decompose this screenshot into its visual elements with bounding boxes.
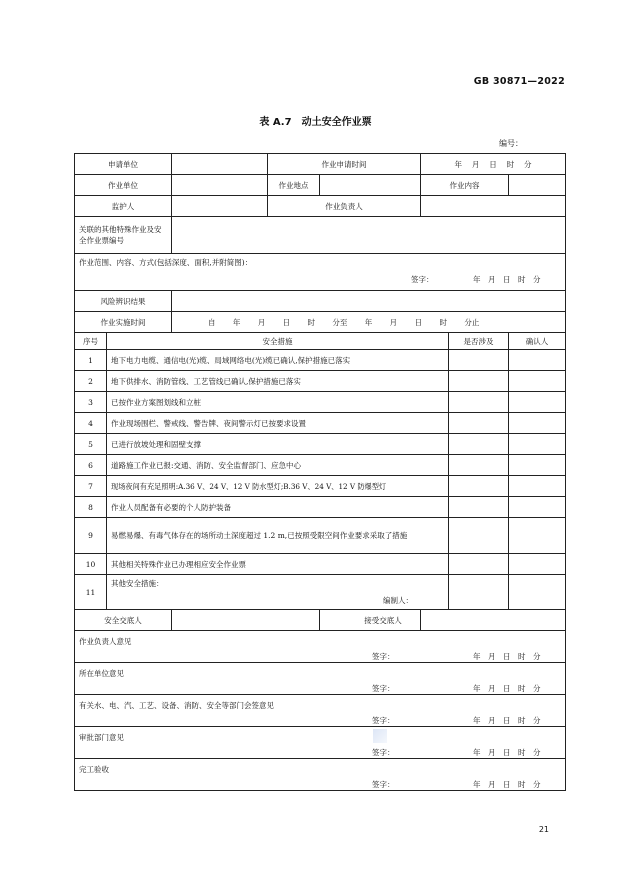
measure-involved-field[interactable] <box>449 350 509 371</box>
measure-no: 3 <box>75 392 107 413</box>
scope-cell[interactable] <box>75 254 566 291</box>
measure-row <box>75 476 566 497</box>
measure-involved-field[interactable] <box>449 434 509 455</box>
measure-row <box>75 413 566 434</box>
opinion-cell[interactable] <box>75 663 566 695</box>
measure-row <box>75 392 566 413</box>
opinion-sign-label: 签字： <box>372 748 395 757</box>
guardian-field[interactable] <box>172 196 268 217</box>
work-place-field[interactable] <box>320 175 421 196</box>
opinion-sign-label: 签字： <box>372 652 395 661</box>
standard-code: GB 30871—2022 <box>473 76 565 87</box>
work-content-field[interactable] <box>509 175 566 196</box>
measure-involved-field[interactable] <box>449 575 509 610</box>
row-applicant <box>75 154 566 175</box>
work-unit-label: 作业单位 <box>75 175 172 196</box>
measure-no: 8 <box>75 497 107 518</box>
opinion-row <box>75 631 566 663</box>
related-permits-field[interactable] <box>172 217 566 254</box>
measure-text: 作业现场围栏、警戒线、警告牌、夜间警示灯已按要求设置 <box>107 413 449 434</box>
measure-row-other <box>75 575 566 610</box>
row-measures-header <box>75 333 566 350</box>
opinion-row <box>75 695 566 727</box>
measure-confirmer-field[interactable] <box>509 413 566 434</box>
opinion-sign-label: 签字： <box>372 780 395 789</box>
involved-header: 是否涉及 <box>449 333 509 350</box>
measure-confirmer-field[interactable] <box>509 575 566 610</box>
measure-confirmer-field[interactable] <box>509 371 566 392</box>
opinion-date-fields: 年 月 日 时 分 <box>473 716 541 725</box>
measure-text: 地下电力电缆、通信电(光)缆、局域网络电(光)缆已确认,保护措施已落实 <box>107 350 449 371</box>
receiver-label: 接受交底人 <box>320 610 421 631</box>
measure-text: 其他相关特殊作业已办理相应安全作业票 <box>107 554 449 575</box>
row-work-unit <box>75 175 566 196</box>
impl-time-field[interactable]: 自 年 月 日 时 分至 年 月 日 时 分止 <box>172 312 566 333</box>
measure-row <box>75 497 566 518</box>
measure-row <box>75 371 566 392</box>
serial-number-label: 编号： <box>499 139 523 148</box>
opinion-label: 作业负责人意见 <box>79 637 132 646</box>
measure-row <box>75 554 566 575</box>
applicant-unit-field[interactable] <box>172 154 268 175</box>
page-number: 21 <box>538 825 549 834</box>
measure-involved-field[interactable] <box>449 476 509 497</box>
opinion-date-fields: 年 月 日 时 分 <box>473 780 541 789</box>
work-content-label: 作业内容 <box>421 175 509 196</box>
opinion-row <box>75 759 566 791</box>
measure-confirmer-field[interactable] <box>509 392 566 413</box>
impl-time-label: 作业实施时间 <box>75 312 172 333</box>
opinion-date-fields: 年 月 日 时 分 <box>473 684 541 693</box>
measure-row <box>75 455 566 476</box>
scope-sign-label: 签字： <box>411 275 434 284</box>
measure-text: 已按作业方案图划线和立桩 <box>107 392 449 413</box>
row-briefing <box>75 610 566 631</box>
measure-text: 作业人员配备有必要的个人防护装备 <box>107 497 449 518</box>
measure-row <box>75 518 566 554</box>
form-title: 表 A.7 动土安全作业票 <box>259 117 372 128</box>
measure-no: 6 <box>75 455 107 476</box>
work-place-label: 作业地点 <box>268 175 320 196</box>
briefer-label: 安全交底人 <box>75 610 172 631</box>
opinion-sign-label: 签字： <box>372 716 395 725</box>
guardian-label: 监护人 <box>75 196 172 217</box>
opinion-row <box>75 663 566 695</box>
measure-involved-field[interactable] <box>449 455 509 476</box>
measures-header: 安全措施 <box>107 333 449 350</box>
measure-no: 5 <box>75 434 107 455</box>
scope-label: 作业范围、内容、方式(包括深度、面积,并附简图)： <box>79 258 253 267</box>
measure-no: 9 <box>75 518 107 554</box>
applicant-unit-label: 申请单位 <box>75 154 172 175</box>
measure-text: 易燃易爆、有毒气体存在的场所动土深度超过 1.2 m,已按照受限空间作业要求采取了措施 <box>107 518 449 554</box>
measure-confirmer-field[interactable] <box>509 554 566 575</box>
opinion-date-fields: 年 月 日 时 分 <box>473 748 541 757</box>
opinion-date-fields: 年 月 日 时 分 <box>473 652 541 661</box>
measure-no: 11 <box>75 575 107 610</box>
opinion-label: 审批部门意见 <box>79 733 124 742</box>
opinion-label: 有关水、电、汽、工艺、设备、消防、安全等部门会签意见 <box>79 701 274 710</box>
measure-confirmer-field[interactable] <box>509 497 566 518</box>
opinion-cell[interactable] <box>75 631 566 663</box>
row-risk <box>75 291 566 312</box>
apply-time-label: 作业申请时间 <box>268 154 421 175</box>
measure-text: 已进行放坡处理和固壁支撑 <box>107 434 449 455</box>
measure-no: 2 <box>75 371 107 392</box>
row-impl-time <box>75 312 566 333</box>
other-measures-cell[interactable] <box>107 575 449 610</box>
row-related-permits <box>75 217 566 254</box>
measure-text: 地下供排水、消防管线、工艺管线已确认,保护措施已落实 <box>107 371 449 392</box>
opinion-label: 完工验收 <box>79 765 109 774</box>
scope-date-fields: 年 月 日 时 分 <box>473 275 541 284</box>
measure-text: 道路施工作业已报:交通、消防、安全监督部门、应急中心 <box>107 455 449 476</box>
measure-no: 1 <box>75 350 107 371</box>
measure-involved-field[interactable] <box>449 413 509 434</box>
opinion-cell[interactable] <box>75 759 566 791</box>
measure-row <box>75 434 566 455</box>
confirmer-header: 确认人 <box>509 333 566 350</box>
risk-field[interactable] <box>172 291 566 312</box>
measure-involved-field[interactable] <box>449 554 509 575</box>
opinion-label: 所在单位意见 <box>79 669 124 678</box>
work-permit-table <box>74 153 566 791</box>
opinion-cell[interactable] <box>75 695 566 727</box>
compiler-label: 编制人： <box>383 596 413 605</box>
measure-involved-field[interactable] <box>449 371 509 392</box>
briefer-field[interactable] <box>172 610 320 631</box>
measure-confirmer-field[interactable] <box>509 434 566 455</box>
measure-no: 4 <box>75 413 107 434</box>
measure-confirmer-field[interactable] <box>509 350 566 371</box>
measure-text: 现场夜间有充足照明:A.36 V、24 V、12 V 防水型灯;B.36 V、24 V、12 V 防爆型灯 <box>107 476 449 497</box>
seq-header: 序号 <box>75 333 107 350</box>
apply-time-field[interactable]: 年 月 日 时 分 <box>421 154 566 175</box>
risk-label: 风险辨识结果 <box>75 291 172 312</box>
other-measures-label: 其他安全措施： <box>111 579 164 588</box>
opinion-sign-label: 签字： <box>372 684 395 693</box>
work-leader-label: 作业负责人 <box>268 196 421 217</box>
measure-involved-field[interactable] <box>449 518 509 554</box>
work-leader-field[interactable] <box>421 196 566 217</box>
receiver-field[interactable] <box>421 610 566 631</box>
work-unit-field[interactable] <box>172 175 268 196</box>
measure-involved-field[interactable] <box>449 392 509 413</box>
stamp-mark-icon <box>373 729 387 743</box>
measure-confirmer-field[interactable] <box>509 455 566 476</box>
measure-no: 7 <box>75 476 107 497</box>
row-guardian <box>75 196 566 217</box>
measure-row <box>75 350 566 371</box>
opinion-cell[interactable] <box>75 727 566 759</box>
measure-confirmer-field[interactable] <box>509 476 566 497</box>
opinion-row <box>75 727 566 759</box>
row-scope <box>75 254 566 291</box>
measure-confirmer-field[interactable] <box>509 518 566 554</box>
measure-no: 10 <box>75 554 107 575</box>
measure-involved-field[interactable] <box>449 497 509 518</box>
related-permits-label: 关联的其他特殊作业及安全作业票编号 <box>75 217 172 254</box>
